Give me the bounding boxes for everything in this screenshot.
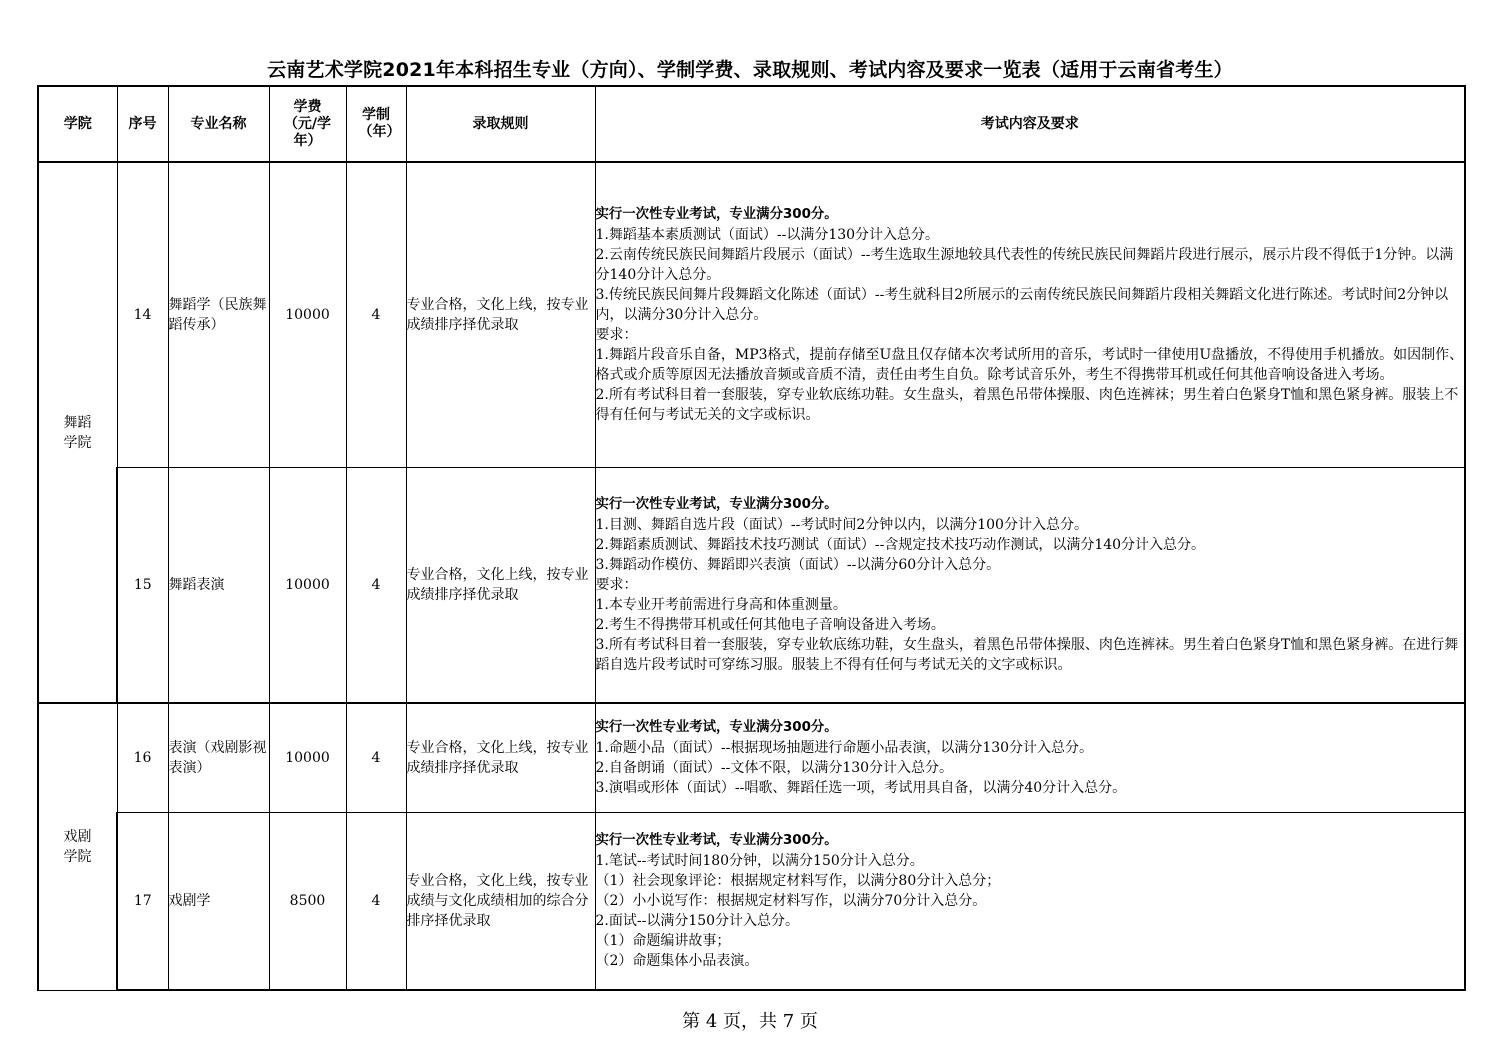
page-footer: 第 4 页，共 7 页 (682, 1011, 818, 1032)
major-cell: 表演（戏剧影视表演） (168, 703, 269, 812)
content-line: 1.命题小品（面试）--根据现场抽题进行命题小品表演，以满分130分计入总分。 (595, 739, 1094, 756)
college-name: 戏剧学院 (63, 828, 92, 865)
header-seq: 序号 (117, 86, 168, 162)
years-cell: 4 (346, 812, 406, 990)
content-line: 2.考生不得携带耳机或任何其他电子音响设备进入考场。 (595, 616, 945, 633)
table-row (38, 162, 1465, 467)
table-row (38, 703, 1465, 812)
college-cell (38, 162, 117, 703)
content-line: （2）小小说写作：根据规定材料写作，以满分70分计入总分。 (595, 892, 987, 909)
content-line: 2.云南传统民族民间舞蹈片段展示（面试）--考生选取生源地较具代表性的传统民族民间舞蹈片段进行展示，展示片段不得低于1分钟。以满分140分计入总分。 (595, 246, 1454, 283)
years-cell: 4 (346, 467, 406, 703)
document-title: 云南艺术学院2021年本科招生专业（方向）、学制学费、录取规则、考试内容及要求一览表（适用于云南省考生） (267, 59, 1233, 81)
rule-cell: 专业合格，文化上线，按专业成绩排序择优录取 (406, 162, 595, 467)
content-heading: 实行一次性专业考试，专业满分300分。 (595, 206, 838, 222)
fee-cell: 10000 (269, 162, 346, 467)
major-cell: 舞蹈学（民族舞蹈传承） (168, 162, 269, 467)
content-line: 3.演唱或形体（面试）--唱歌、舞蹈任选一项，考试用具自备，以满分40分计入总分。 (595, 779, 1127, 796)
fee-cell: 8500 (269, 812, 346, 990)
header-fee: 学费（元/学年） (269, 86, 346, 162)
header-row (38, 86, 1465, 162)
seq-cell: 16 (117, 703, 168, 812)
years-cell: 4 (346, 703, 406, 812)
content-line: 要求： (595, 326, 638, 343)
rule-cell: 专业合格，文化上线，按专业成绩排序择优录取 (406, 703, 595, 812)
seq-cell: 15 (117, 467, 168, 703)
content-cell (595, 812, 1465, 990)
content-cell (595, 162, 1465, 467)
seq-cell: 17 (117, 812, 168, 990)
content-line: 3.舞蹈动作模仿、舞蹈即兴表演（面试）--以满分60分计入总分。 (595, 556, 1001, 573)
header-rule: 录取规则 (406, 86, 595, 162)
content-line: 1.目测、舞蹈自选片段（面试）--考试时间2分钟以内，以满分100分计入总分。 (595, 516, 1088, 533)
content-line: （1）社会现象评论：根据规定材料写作，以满分80分计入总分； (595, 872, 1001, 889)
content-line: （2）命题集体小品表演。 (595, 952, 759, 969)
content-line: 1.舞蹈片段音乐自备，MP3格式，提前存储至U盘且仅存储本次考试所用的音乐，考试时一律使用U盘播放，不得使用手机播放。如因制作、格式或介质等原因无法播放音频或音质不清，责任由考生自负。除考试音乐外，考生不得携带耳机或任何其他音响设备进入考场。 (595, 346, 1464, 383)
rule-cell: 专业合格，文化上线，按专业成绩与文化成绩相加的综合分排序择优录取 (406, 812, 595, 990)
content-heading: 实行一次性专业考试，专业满分300分。 (595, 832, 838, 848)
content-heading: 实行一次性专业考试，专业满分300分。 (595, 496, 838, 512)
college-cell (38, 703, 117, 990)
content-line: 1.笔试--考试时间180分钟，以满分150分计入总分。 (595, 852, 924, 869)
content-line: 3.所有考试科目着一套服装，穿专业软底练功鞋，女生盘头，着黑色吊带体操服、肉色连裤袜。男生着白色紧身T恤和黑色紧身裤。在进行舞蹈自选片段考试时可穿练习服。服装上不得有任何与考试无关的文字或标识。 (595, 636, 1459, 673)
content-cell (595, 467, 1465, 703)
content-line: 3.传统民族民间舞片段舞蹈文化陈述（面试）--考生就科目2所展示的云南传统民族民间舞蹈片段相关舞蹈文化进行陈述。考试时间2分钟以内，以满分30分计入总分。 (595, 286, 1449, 323)
header-college: 学院 (38, 86, 117, 162)
college-name: 舞蹈学院 (63, 414, 92, 451)
content-line: （1）命题编讲故事； (595, 932, 731, 949)
content-line: 2.舞蹈素质测试、舞蹈技术技巧测试（面试）--含规定技术技巧动作测试，以满分140分计入总分。 (595, 536, 1206, 553)
content-line: 2.面试--以满分150分计入总分。 (595, 912, 800, 929)
table-row (38, 812, 1465, 990)
content-cell (595, 703, 1465, 812)
header-major: 专业名称 (168, 86, 269, 162)
major-cell: 戏剧学 (168, 812, 269, 990)
years-cell: 4 (346, 162, 406, 467)
rule-cell: 专业合格，文化上线，按专业成绩排序择优录取 (406, 467, 595, 703)
admission-table (37, 85, 1466, 991)
fee-cell: 10000 (269, 467, 346, 703)
header-years: 学制（年） (346, 86, 406, 162)
content-heading: 实行一次性专业考试，专业满分300分。 (595, 719, 838, 735)
fee-cell: 10000 (269, 703, 346, 812)
content-line: 1.舞蹈基本素质测试（面试）--以满分130分计入总分。 (595, 226, 940, 243)
content-line: 2.自备朗诵（面试）--文体不限，以满分130分计入总分。 (595, 759, 954, 776)
content-line: 1.本专业开考前需进行身高和体重测量。 (595, 596, 847, 613)
seq-cell: 14 (117, 162, 168, 467)
header-content: 考试内容及要求 (595, 86, 1465, 162)
major-cell: 舞蹈表演 (168, 467, 269, 703)
content-line: 2.所有考试科目着一套服装，穿专业软底练功鞋。女生盘头，着黑色吊带体操服、肉色连裤袜；男生着白色紧身T恤和黑色紧身裤。服装上不得有任何与考试无关的文字或标识。 (595, 386, 1459, 423)
table-row (38, 467, 1465, 703)
content-line: 要求： (595, 576, 638, 593)
